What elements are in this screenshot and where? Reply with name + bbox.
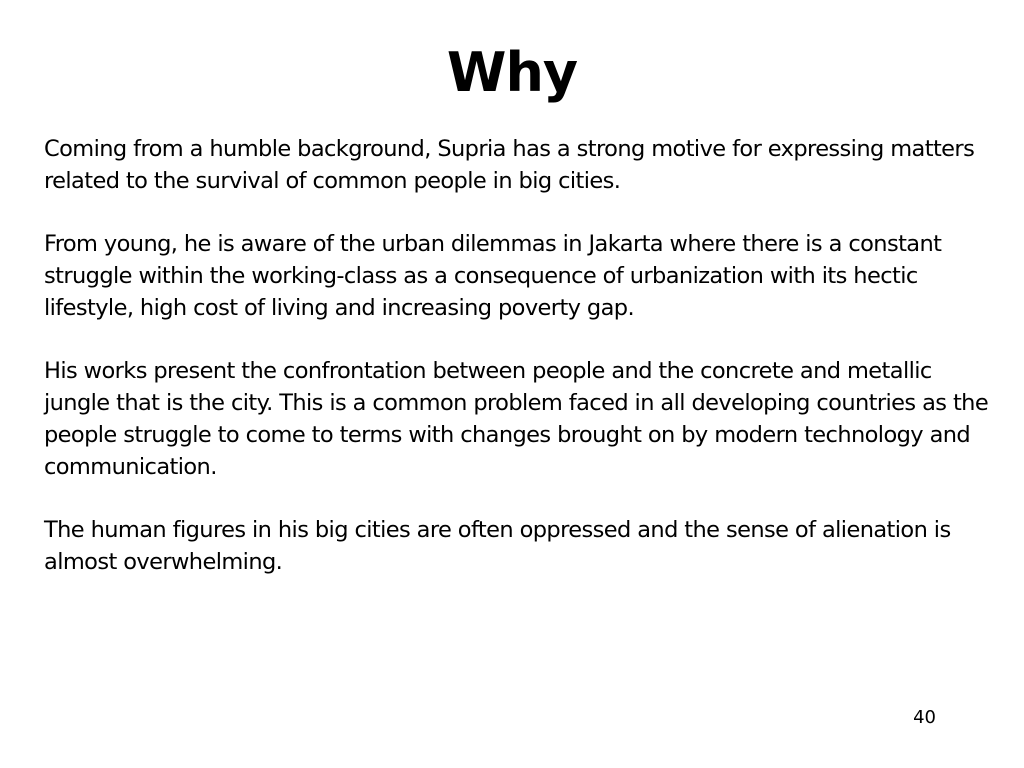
paragraph-urban-dilemmas: From young, he is aware of the urban dilemmas in Jakarta where there is a constant struggle within the working-class as a consequence of urbanization with its hectic lifestyle, high cost of living and increasing poverty gap. (44, 231, 942, 321)
paragraph-background: Coming from a humble background, Supria has a strong motive for expressing matters related to the survival of common people in big cities. (44, 136, 975, 194)
slide-body (44, 133, 994, 609)
paragraph-confrontation: His works present the confrontation between people and the concrete and metallic jungle that is the city. This is a common problem faced in all developing countries as the people struggle to come to terms with changes brought on by modern technology and communication. (44, 358, 989, 480)
slide-title: Why (446, 41, 578, 104)
paragraph-alienation: The human figures in his big cities are often oppressed and the sense of alienation is almost overwhelming. (44, 517, 951, 575)
page-number: 40 (913, 707, 936, 728)
